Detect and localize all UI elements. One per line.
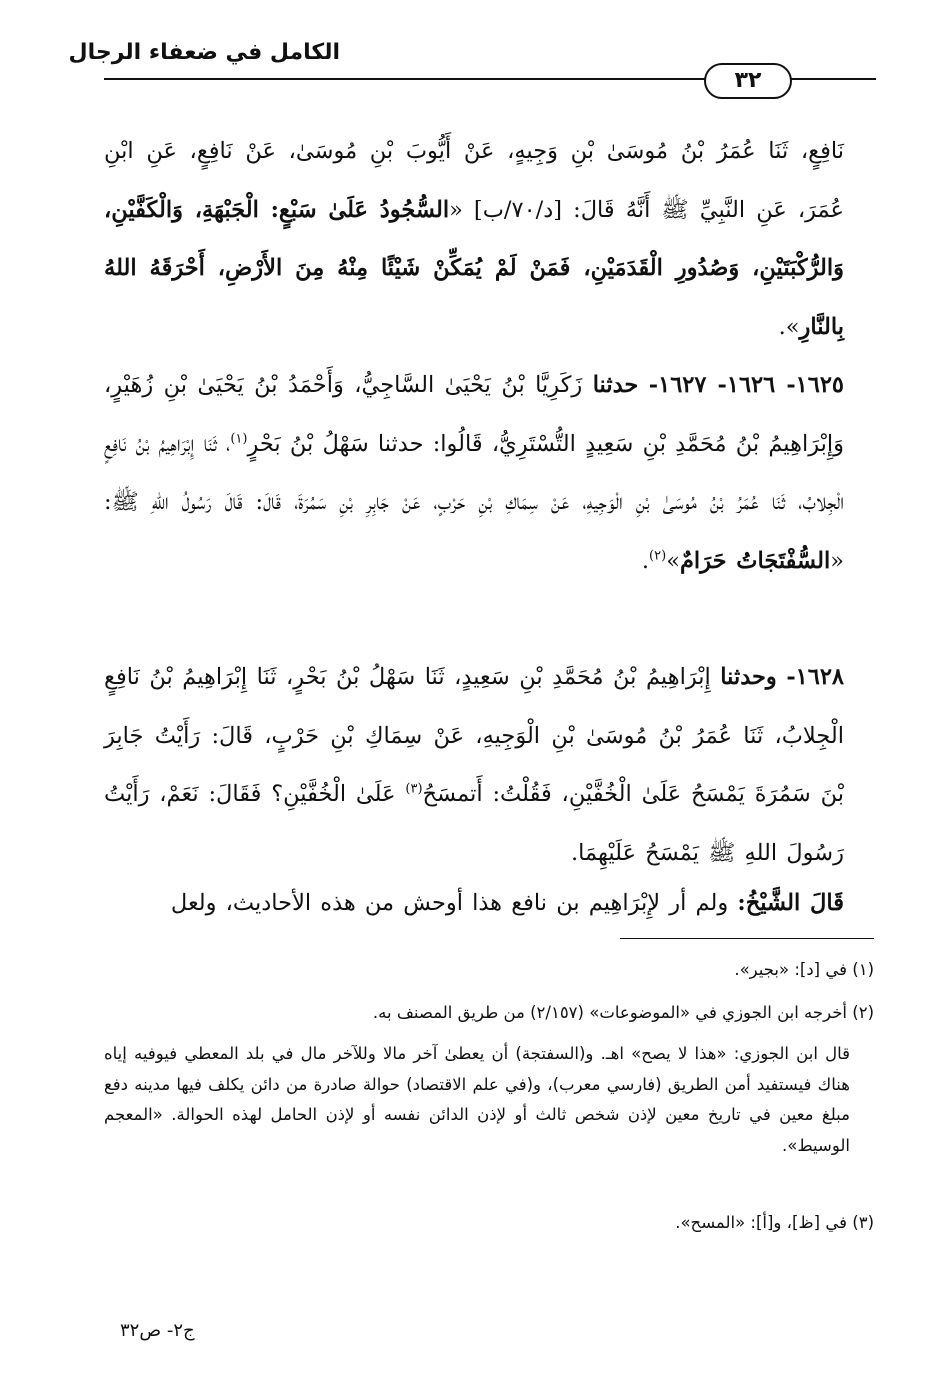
paragraph-text: نَافِعٍ، ثَنَا عُمَرُ بْنُ مُوسَىٰ بْنِ وَجِيهٍ، عَنْ أَيُّوبَ بْنِ مُوسَىٰ، عَنْ نَافِعٍ، عَنِ ابْنِ عُمَرَ، عَنِ النَّبِيِّ ﷺ أَنَّهُ قَالَ: [د/٧٠/ب] «: [104, 138, 844, 223]
hadith-matn-bold: السُّجُودُ عَلَىٰ سَبْعٍ: الْجَبْهَةِ، وَالْكَفَّيْنِ، وَالرُّكْبَتَيْنِ، وَصُدُورِ الْقَدَمَيْنِ، فَمَنْ لَمْ يُمَكِّنْ شَيْئًا مِنْهُ مِنَ الأَرْضِ، أَحْرَقَهُ اللهُ بِالنَّارِ: [104, 196, 844, 340]
commentary-paragraph: [104, 874, 844, 933]
hadith-number: ١٦٢٨-: [786, 664, 845, 690]
sheikh-label-bold: قَالَ الشَّيْخُ:: [737, 890, 844, 916]
hadith-matn-bold: السُّفْتَجَاتُ حَرَامٌ: [679, 547, 831, 574]
page-number-badge: ٣٢: [704, 63, 792, 99]
footnote-3: (٣) في [ظ]، و[أ]: «المسح».: [675, 1213, 874, 1232]
footnote-2-continuation: قال ابن الجوزي: «هذا لا يصح» اهـ. و(السفتجة) أن يعطىٰ آخر مالا وللآخر مال في بلد المعطي فيوفيه إياه هناك فيستفيد أمن الطريق (فارسي معرب)، و(في علم الاقتصاد) حوالة صادرة من دائن يكلف فيها مدينه دفع مبلغ معين في تاريخ معين لإذن شخص ثالث أو لإذن الدائن نفسه أو لإذن الحامل لهذه الحوالة. «المعجم الوسيط».: [104, 1044, 850, 1155]
hadith-number: ١٦٢٥- ١٦٢٦- ١٦٢٧-: [648, 372, 845, 398]
hadith-paragraph-1: [104, 122, 844, 356]
page-footer-reference: ج٢- ص٣٢: [120, 1320, 195, 1341]
narration-lead-bold: وحدثنا: [720, 664, 777, 690]
paragraph-text: ».: [778, 313, 800, 340]
paragraph-text: زَكَرِيَّا بْنُ يَحْيَىٰ السَّاجِيُّ، وَأَحْمَدُ بْنُ يَحْيَىٰ بْنِ زُهَيْرٍ، وَإِبْرَاهِيمُ بْنُ مُحَمَّدِ بْنِ سَعِيدٍ التُّسْتَرِيُّ، قَالُوا: حدثنا سَهْلُ بْنُ بَحْرٍ: [104, 372, 844, 457]
paragraph-text: عَلَىٰ الْخُفَّيْنِ؟ فَقَالَ: نَعَمْ، رَأَيْتُ رَسُولَ اللهِ ﷺ يَمْسَحُ عَلَيْهِمَا.: [104, 781, 844, 866]
paragraph-text: .: [641, 547, 650, 574]
narration-lead-bold: حدثنا: [592, 372, 639, 398]
hadith-paragraph-2: [104, 356, 844, 590]
running-header-title: الكامل في ضعفاء الرجال: [68, 40, 340, 65]
paragraph-text: إِبْرَاهِيمُ بْنُ مُحَمَّدِ بْنِ سَعِيدٍ، ثَنَا سَهْلُ بْنُ بَحْرٍ، ثَنَا إِبْرَاهِيمُ بْنُ نَافِعٍ الْجِلابُ، ثَنَا عُمَرُ بْنُ مُوسَىٰ بْنِ الْوَجِيهِ، عَنْ سِمَاكِ بْنِ حَرْبٍ، قَالَ: رَأَيْتُ جَابِرَ بْنَ سَمُرَةَ يَمْسَحُ عَلَىٰ الْخُفَّيْنِ، فَقُلْتُ: أَتمسَحُ: [104, 664, 844, 807]
hadith-paragraph-3: [104, 648, 844, 882]
footnote-2: (٢) أخرجه ابن الجوزي في «الموضوعات» (٢/١٥٧) من طريق المصنف به.: [372, 1003, 874, 1022]
paragraph-text: ولم أر لإِبْرَاهِيم بن نافع هذا أوحش من هذه الأحاديث، ولعل: [170, 890, 729, 916]
footnote-marker: (٣): [405, 781, 423, 797]
paragraph-text: »: [666, 547, 680, 574]
footnote-marker: (٢): [649, 548, 667, 563]
footnote-separator: [620, 938, 874, 939]
footnote-1: (١) في [د]: «بجير».: [734, 960, 874, 979]
paragraph-text: ، ثَنَا إِبْرَاهِيمُ بْنُ نَافِعٍ الْجِلابُ، ثَنَا عُمَرُ بْنُ مُوسَىٰ بْنِ الْوَجِيهِ، عَنْ سِمَاكِ بْنِ حَرْبٍ، عَنْ جَابِرِ بْنِ سَمُرَةَ، قَالَ: قَالَ رَسُولُ اللهِ ﷺ: «: [104, 430, 844, 574]
footnote-marker: (١): [230, 431, 248, 446]
